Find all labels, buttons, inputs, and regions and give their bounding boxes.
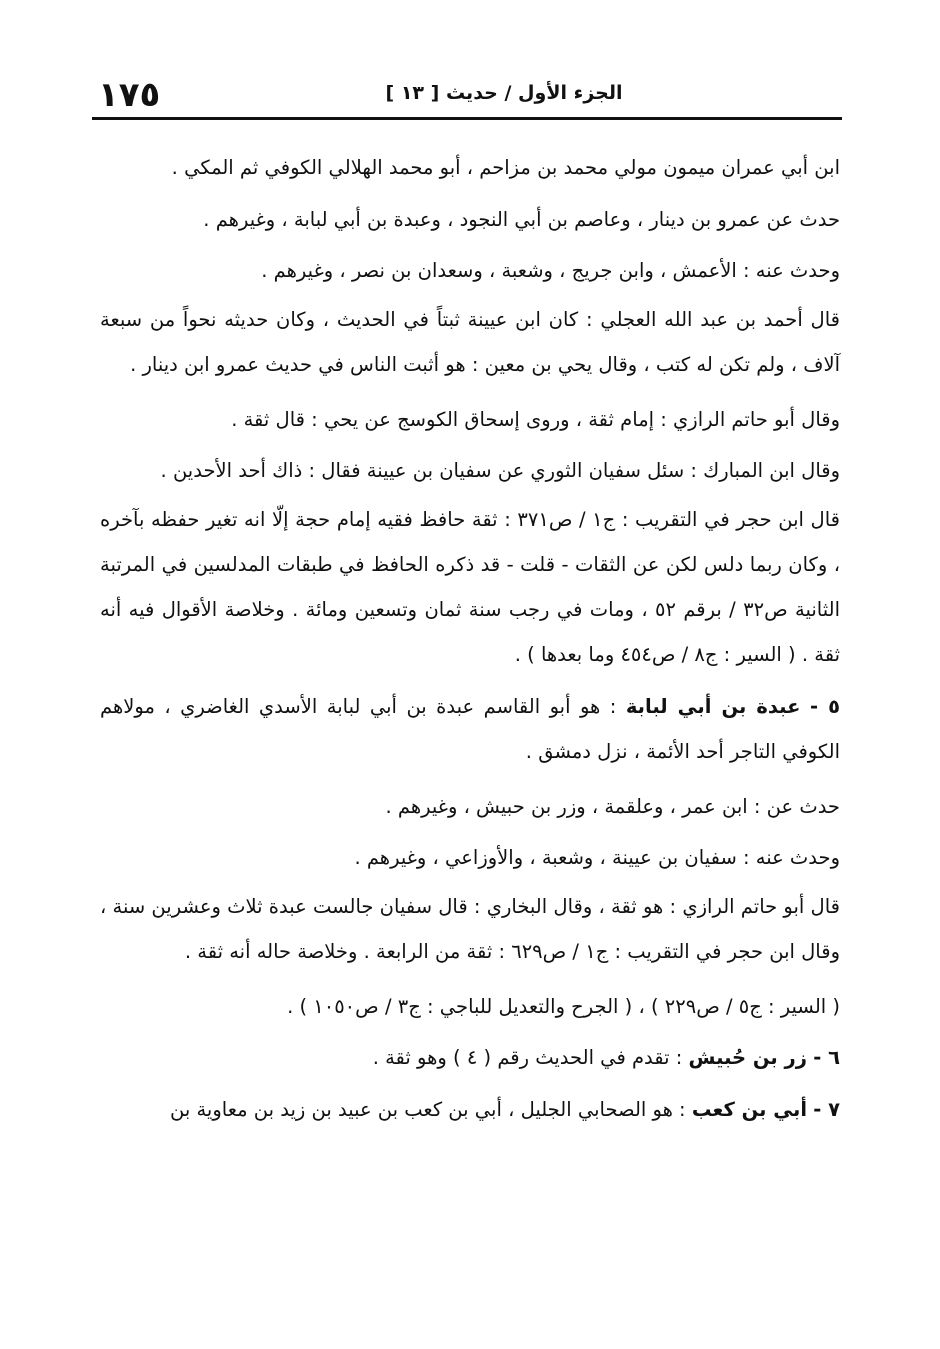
paragraph: حدث عن عمرو بن دينار ، وعاصم بن أبي النجود ، وعبدة بن أبي لبابة ، وغيرهم . — [203, 207, 840, 231]
paragraph: وحدث عنه : الأعمش ، وابن جريج ، وشعبة ، وسعدان بن نصر ، وغيرهم . — [261, 259, 840, 282]
header-rule — [92, 117, 842, 120]
paragraph: قال أحمد بن عبد الله العجلي : كان ابن عيينة ثبتاً في الحديث ، وكان حديثه نحواً من سبعة آلاف ، ولم تكن له كتب ، وقال يحي بن معين : هو أثبت الناس في حديث عمرو ابن دينار . — [100, 307, 840, 376]
paragraph: قال أبو حاتم الرازي : هو ثقة ، وقال البخاري : قال سفيان جالست عبدة ثلاث وعشرين سنة ، وقال ابن حجر في التقريب : ج١ / ص٦٢٩ : ثقة من الرابعة . وخلاصة حاله أنه ثقة . — [100, 894, 840, 963]
paragraph: وقال ابن المبارك : سئل سفيان الثوري عن سفيان بن عيينة فقال : ذاك أحد الأحدين . — [160, 459, 840, 482]
narrator-entry — [100, 684, 840, 774]
paragraph: وحدث عنه : سفيان بن عيينة ، وشعبة ، والأوزاعي ، وغيرهم . — [354, 846, 840, 869]
narrator-name: أبي بن كعب — [691, 1097, 807, 1121]
entry-text: : تقدم في الحديث رقم ( ٤ ) وهو ثقة . — [372, 1046, 683, 1069]
paragraph: حدث عن : ابن عمر ، وعلقمة ، وزر بن حبيش ، وغيرهم . — [385, 794, 840, 818]
paragraph: ابن أبي عمران ميمون مولي محمد بن مزاحم ، أبو محمد الهلالي الكوفي ثم المكي . — [171, 156, 840, 179]
narrator-entry — [100, 1084, 840, 1136]
page-header — [92, 72, 842, 116]
entry-text: : هو أبو القاسم عبدة بن أبي لبابة الأسدي الغاضري ، مولاهم الكوفي التاجر أحد الأئمة ، نزل دمشق . — [100, 694, 840, 763]
narrator-name: زر بن حُبيش — [688, 1046, 807, 1069]
entry-number: ٥ - — [809, 694, 841, 718]
paragraph: ( السير : ج٥ / ص٢٢٩ ) ، ( الجرح والتعديل للباجي : ج٣ / ص١٠٥٠ ) . — [287, 994, 840, 1018]
narrator-entry — [100, 1032, 840, 1084]
page-body — [100, 142, 840, 1135]
narrator-name: عبدة بن أبي لبابة — [625, 694, 801, 718]
running-title: الجزء الأول / حديث [ ١٣ ] — [385, 82, 623, 104]
page-number: ١٧٥ — [98, 75, 161, 115]
entry-number: ٦ - — [813, 1046, 840, 1069]
paragraph: وقال أبو حاتم الرازي : إمام ثقة ، وروى إسحاق الكوسج عن يحي : قال ثقة . — [231, 407, 840, 431]
paragraph: قال ابن حجر في التقريب : ج١ / ص٣٧١ : ثقة حافظ فقيه إمام حجة إلّا انه تغير حفظه بآخره ، وكان ربما دلس لكن عن الثقات - قلت - قد ذكره الحافظ في طبقات المدلسين في المرتبة الثانية ص٣٢ / برقم ٥٢ ، ومات في رجب سنة ثمان وتسعين ومائة . وخلاصة الأقوال فيه أنه ثقة . ( السير : ج٨ / ص٤٥٤ وما بعدها ) . — [100, 507, 840, 666]
entry-text: : هو الصحابي الجليل ، أبي بن كعب بن عبيد بن زيد بن معاوية بن — [169, 1097, 686, 1121]
entry-number: ٧ - — [813, 1097, 840, 1121]
